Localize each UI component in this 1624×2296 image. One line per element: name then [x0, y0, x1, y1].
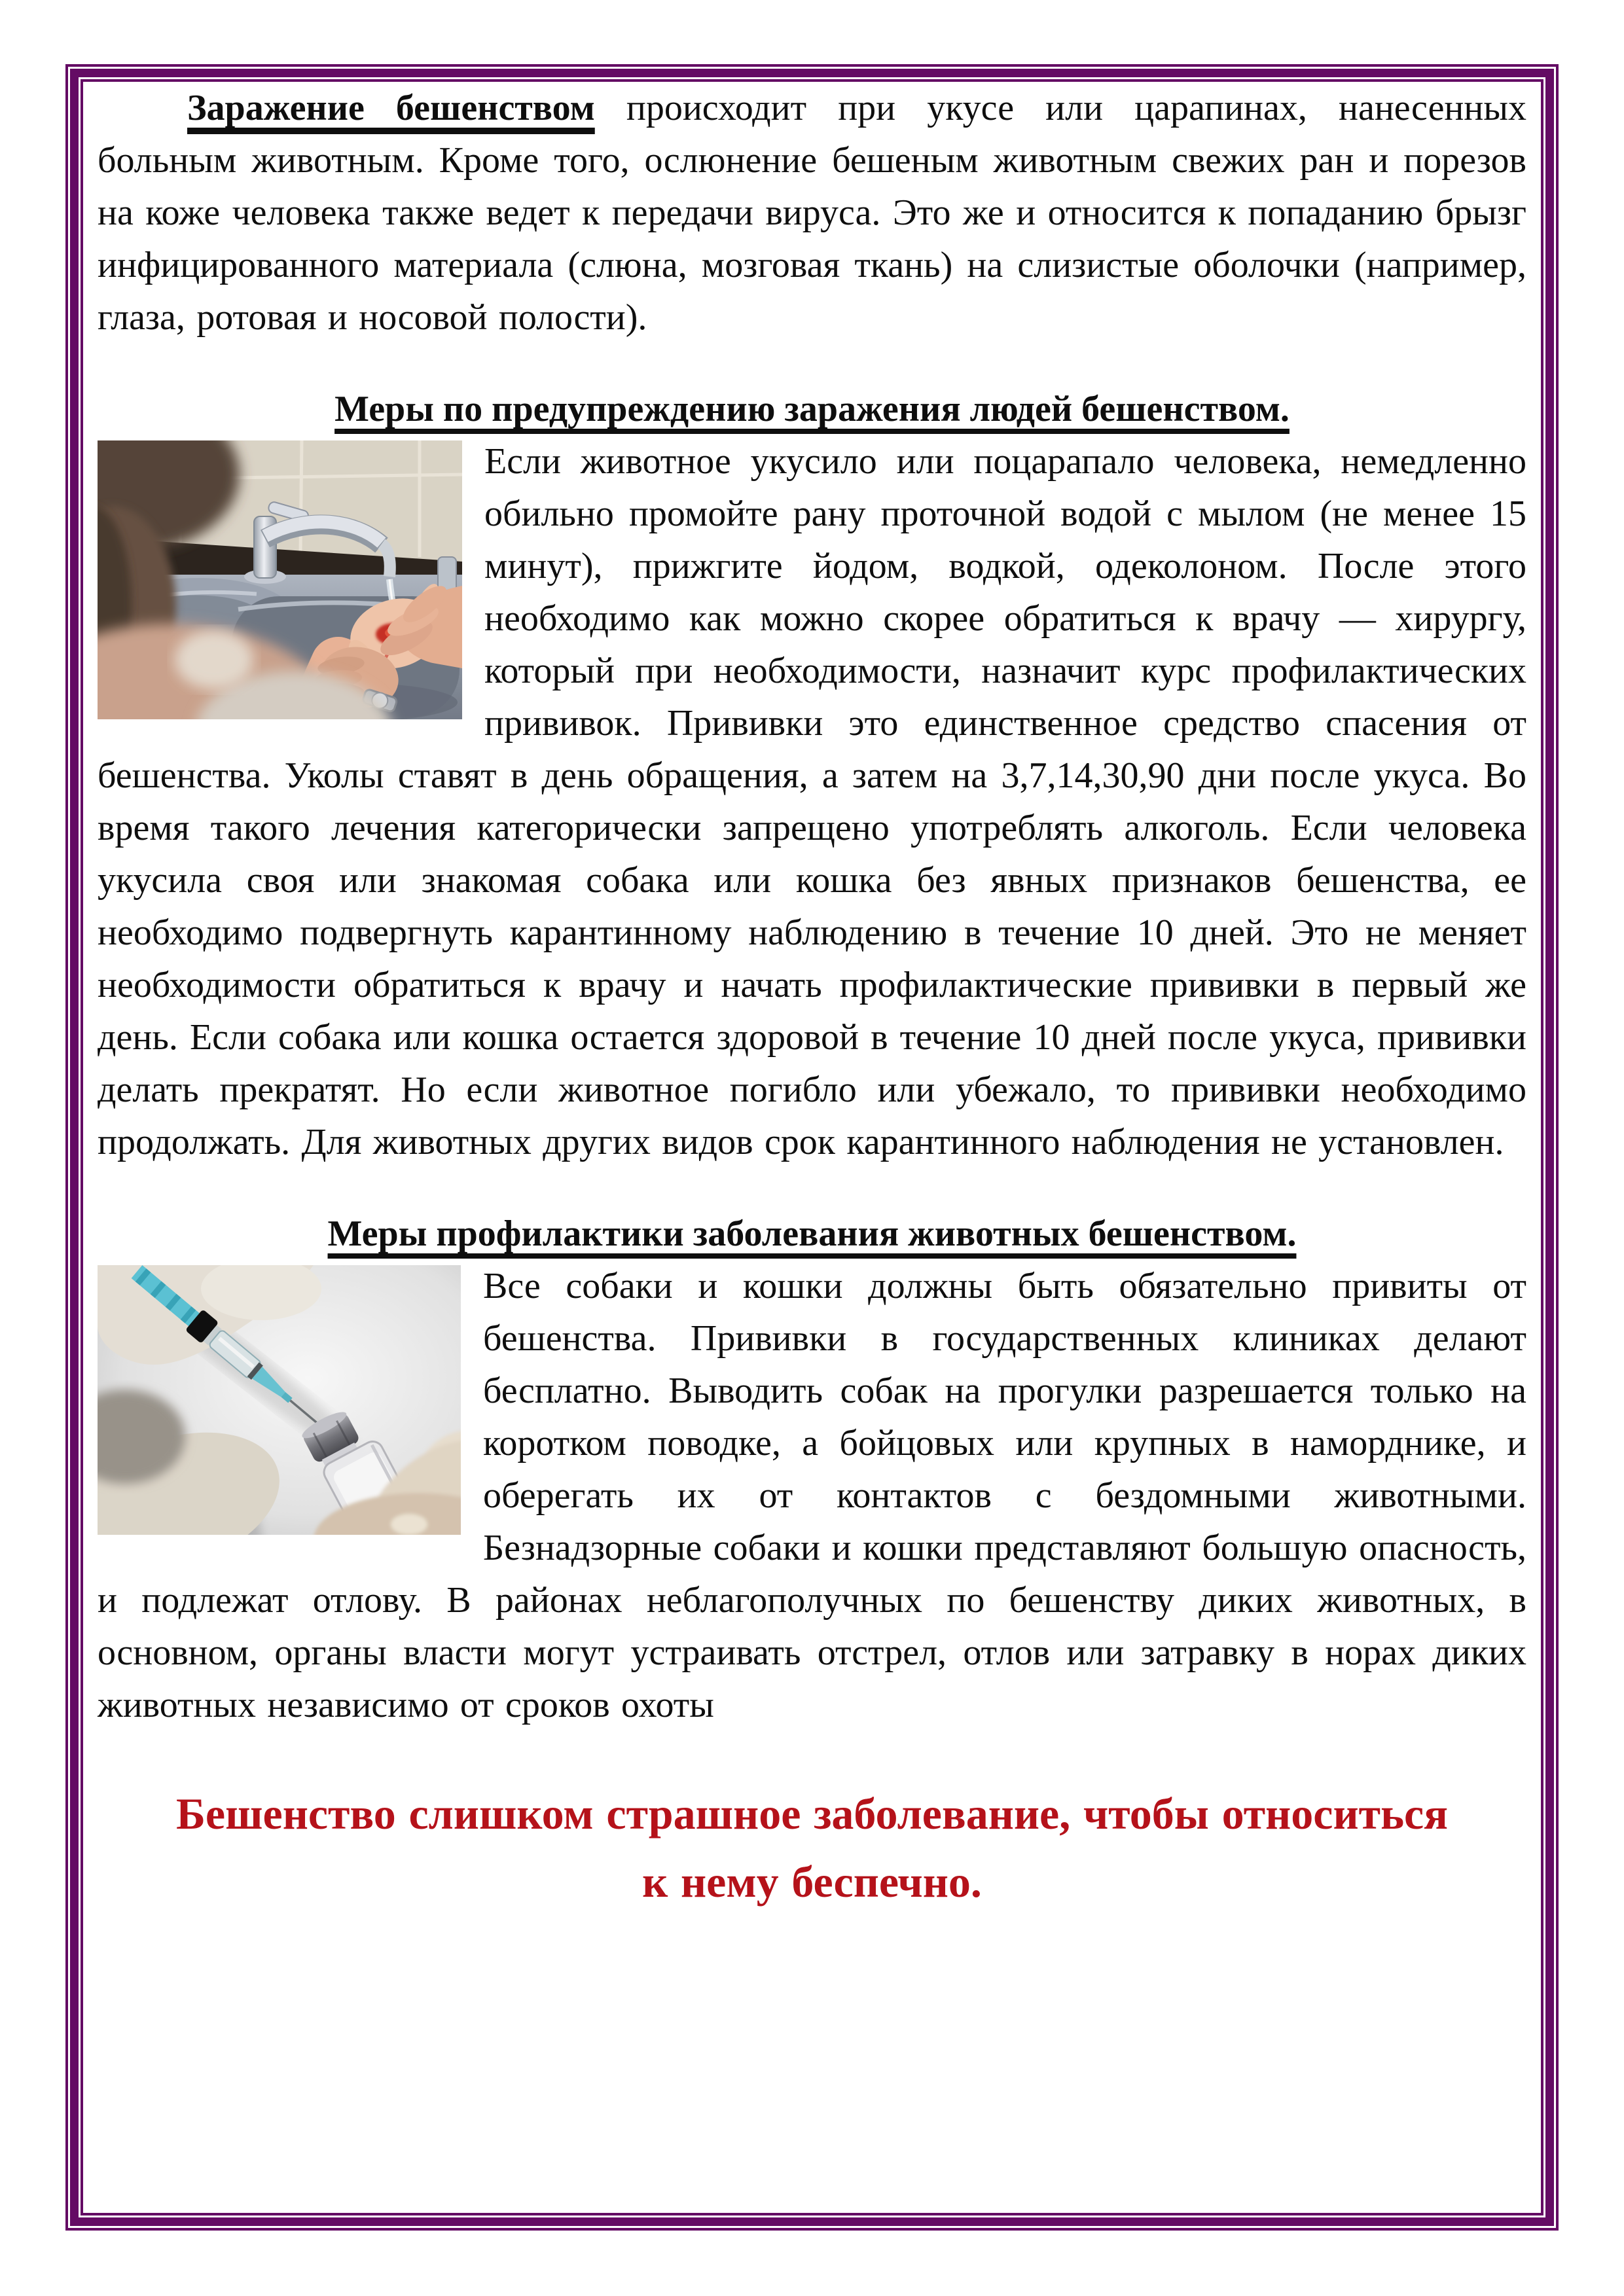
intro-lead-underlined: Заражение бешенством [187, 88, 595, 128]
section2 [98, 1260, 1526, 1731]
intro-text: происходит при укусе или царапинах, нанесенных больным животным. Кроме того, ослюнение бешеным животным свежих ран и порезов на коже человека также ведет к передачи вируса. Это же и относится к попаданию брызг инфицированного материала (слюна, мозговая ткань) на слизистые оболочки (например, глаза, ротовая и носовой полости). [98, 88, 1526, 338]
intro-paragraph [98, 82, 1526, 344]
section2-heading: Меры профилактики заболевания животных бешенством. [327, 1213, 1297, 1254]
red-warning-line1: Бешенство слишком страшное заболевание, чтобы относиться [175, 1789, 1449, 1839]
handwashing-photo [98, 440, 462, 719]
page-border-frame [65, 64, 1559, 2231]
page-border-frame-inner [81, 79, 1543, 2215]
section1-paragraph: Если животное укусило или поцарапало человека, немедленно обильно промойте рану проточной водой с мылом (не менее 15 минут), прижгите йодом, водкой, одеколоном. После этого необходимо как можно скорее обратиться к врачу — хирургу, который при необходимости, назначит курс профилактических прививок. Прививки это единственное средство спасения от бешенства. Уколы ставят в день обращения, а затем на 3,7,14,30,90 дни после укуса. Во время такого лечения категорически запрещено употреблять алкоголь. Если человека укусила своя или знакомая собака или кошка без явных признаков бешенства, ее необходимо подвергнуть карантинному наблюдению в течение 10 дней. Это не меняет необходимости обратиться к врачу и начать профилактические прививки в первый же день. Если собака или кошка остается здоровой в течение 10 дней после укуса, прививки делать прекратят. Но если животное погибло или убежало, то прививки необходимо продолжать. Для животных других видов срок карантинного наблюдения не установлен. [98, 441, 1526, 1162]
section2-paragraph: Все собаки и кошки должны быть обязательно привиты от бешенства. Прививки в государственных клиниках делают бесплатно. Выводить собак на прогулки разрешается только на коротком поводке, а бойцовых или крупных в наморднике, и оберегать их от контактов с бездомными животными. Безнадзорные собаки и кошки представляют большую опасность, и подлежат отлову. В районах неблагополучных по бешенству диких животных, в основном, органы власти могут устраивать отстрел, отлов или затравку в норах диких животных независимо от сроков охоты [98, 1266, 1526, 1725]
syringe-photo [98, 1265, 461, 1535]
section1 [98, 435, 1526, 1168]
red-warning-line2: к нему беспечно. [642, 1857, 982, 1907]
red-warning-heading [98, 1780, 1526, 1916]
section1-heading: Меры по предупреждению заражения людей бешенством. [334, 389, 1290, 429]
document-content [83, 82, 1541, 2213]
page-border-frame-mid [70, 69, 1554, 2226]
